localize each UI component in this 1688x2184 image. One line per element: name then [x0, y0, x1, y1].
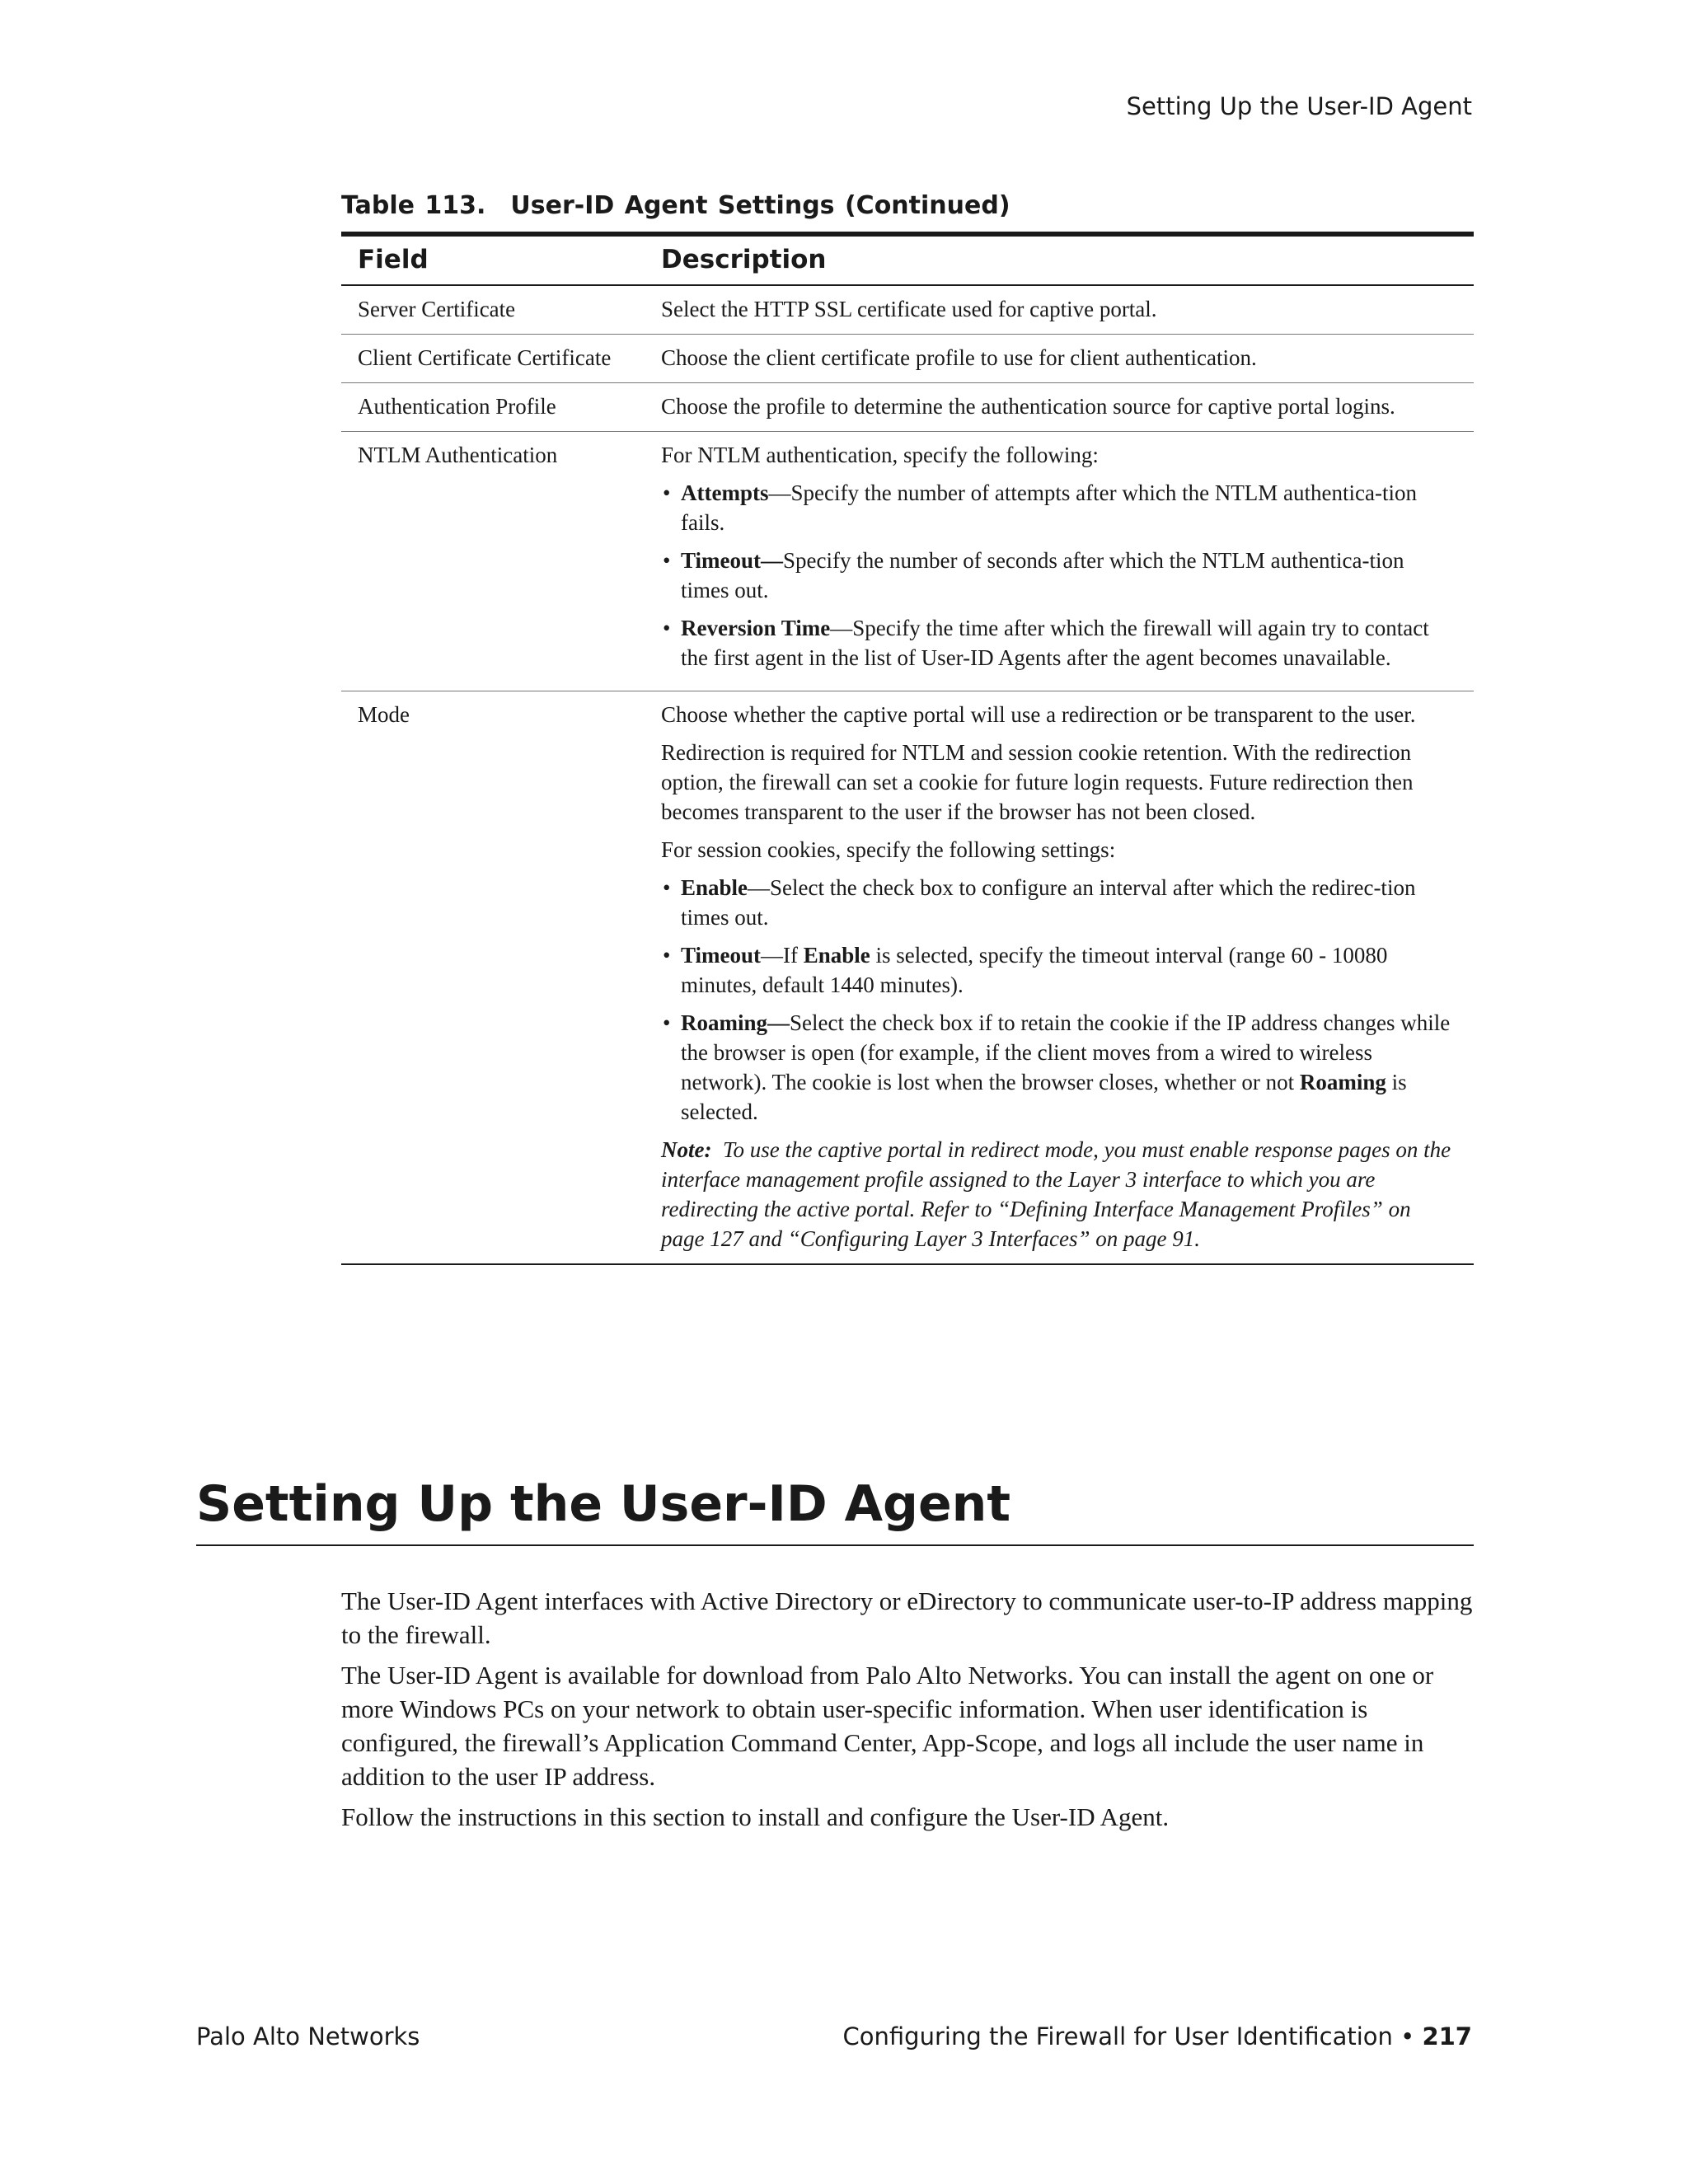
footer-left: Palo Alto Networks [196, 2022, 420, 2050]
note-text: To use the captive portal in redirect mode, you must enable response pages on the interface management profile assigned to the Layer 3 interface to which you are redirecting the active portal. Refer to “Defining Interface Management Profiles” on page 127 and “Configuring Layer 3 Interfaces” on page 91. [661, 1137, 1451, 1251]
bullet-text: —Specify the number of attempts after which the NTLM authentica-tion fails. [681, 480, 1417, 535]
bullet-text: —If [761, 943, 804, 968]
table-caption [341, 191, 1474, 220]
settings-table [341, 232, 1474, 1265]
settings-table-block [341, 191, 1474, 1265]
bullet-text: Select the check box if to retain the cookie if the IP address changes while the browser is open (for example, if the client moves from a wired to wireless network). The cookie is lost when the browser closes, whether or not [681, 1010, 1451, 1094]
body-paragraph: The User-ID Agent is available for download from Palo Alto Networks. You can install the agent on one or more Windows PCs on your network to obtain user-specific information. When user identification is configured, the firewall’s Application Command Center, App-Scope, and logs all include the user name in addition to the user IP address. [341, 1661, 1434, 1791]
table-row [341, 383, 1474, 432]
description-cell [645, 432, 1474, 691]
body-paragraph: Follow the instructions in this section to install and configure the User-ID Agent. [341, 1802, 1170, 1831]
body-paragraph: The User-ID Agent interfaces with Active Directory or eDirectory to communicate user-to-IP address mapping to the firewall. [341, 1586, 1473, 1649]
bullet-list [661, 478, 1457, 673]
description-cell: Choose the profile to determine the authentication source for captive portal logins. [645, 383, 1474, 432]
bullet-text: —Specify the time after which the firewall will again try to contact the first agent in the list of User-ID Agents after the agent becomes unavailable. [681, 616, 1429, 670]
description-paragraph: Choose whether the captive portal will use a redirection or be transparent to the user. [661, 702, 1416, 727]
table-row [341, 285, 1474, 335]
bullet-term: Attempts [681, 480, 769, 505]
header-description: Description [645, 234, 1474, 285]
note-paragraph [661, 1135, 1457, 1254]
bullet-term: Enable [681, 875, 748, 900]
bullet-text: Specify the number of seconds after which the NTLM authentica-tion times out. [681, 548, 1404, 602]
description-cell: Select the HTTP SSL certificate used for captive portal. [661, 297, 1157, 321]
footer-chapter: Configuring the Firewall for User Identification • [842, 2022, 1415, 2050]
description-cell [645, 691, 1474, 1265]
header-field: Field [341, 234, 645, 285]
bullet-term: Timeout— [681, 548, 784, 573]
field-cell: NTLM Authentication [341, 432, 645, 691]
list-item [661, 613, 1457, 673]
bullet-text: is selected, specify the timeout interval (range 60 - 10080 minutes, default 1440 minutes). [681, 943, 1388, 997]
table-row [341, 691, 1474, 1265]
field-cell: Server Certificate [358, 297, 516, 321]
list-item [661, 940, 1457, 1000]
bullet-term: Reversion Time [681, 616, 831, 640]
field-cell: Mode [341, 691, 645, 1265]
description-paragraph: Redirection is required for NTLM and session cookie retention. With the redirection option, the firewall can set a cookie for future login requests. Future redirection then becomes transparent to the user if the browser has not been closed. [661, 740, 1414, 824]
list-item [661, 1008, 1457, 1127]
field-cell: Client Certificate Certificate [341, 335, 645, 383]
page-number: 217 [1422, 2022, 1472, 2050]
list-item [661, 873, 1457, 932]
bullet-list [661, 873, 1457, 1127]
bullet-term: Roaming— [681, 1010, 790, 1035]
section-title: Setting Up the User-ID Agent [196, 1475, 1474, 1546]
field-cell: Authentication Profile [341, 383, 645, 432]
description-paragraph: For session cookies, specify the following settings: [661, 837, 1116, 862]
running-head: Setting Up the User-ID Agent [1126, 92, 1472, 120]
section-body [341, 1584, 1474, 1840]
table-caption-number: Table 113. [341, 191, 486, 220]
table-header-row [341, 234, 1474, 285]
bullet-term-inline: Roaming [1299, 1070, 1386, 1094]
bullet-term-inline: Enable [803, 943, 870, 968]
table-row [341, 335, 1474, 383]
bullet-term: Timeout [681, 943, 762, 968]
table-row [341, 432, 1474, 691]
bullet-text: is selected. [681, 1070, 1407, 1124]
description-cell: Choose the client certificate profile to use for client authentication. [645, 335, 1474, 383]
description-intro: For NTLM authentication, specify the following: [661, 443, 1099, 467]
note-label: Note: [661, 1137, 712, 1162]
list-item [661, 478, 1457, 537]
bullet-text: —Select the check box to configure an interval after which the redirec-tion times out. [681, 875, 1416, 930]
footer-right [843, 2022, 1472, 2050]
list-item [661, 546, 1457, 605]
table-caption-title: User-ID Agent Settings (Continued) [510, 191, 1010, 220]
